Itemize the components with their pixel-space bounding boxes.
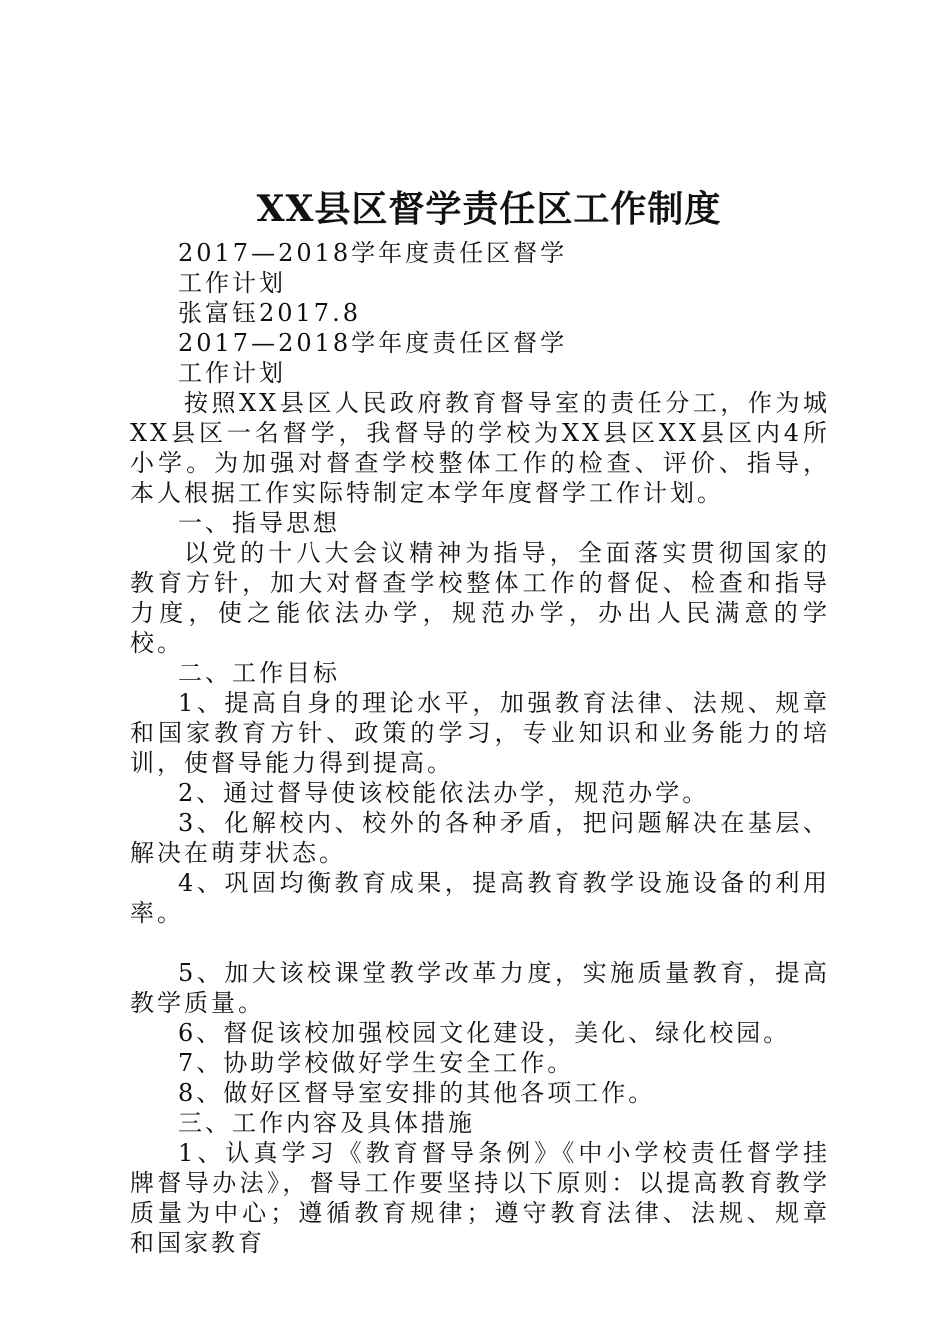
header-line-3: 2017—2018学年度责任区督学 <box>178 329 568 357</box>
author-date-line: 张富钰2017.8 <box>178 299 361 327</box>
blank-line <box>130 928 830 958</box>
header-line-2: 工作计划 <box>178 269 286 297</box>
document-title: XX县区督学责任区工作制度 <box>256 188 722 230</box>
section-heading-2: 二、工作目标 <box>178 659 340 687</box>
goal-item-5: 5、加大该校课堂教学改革力度，实施质量教育，提高教学质量。 <box>130 959 830 1017</box>
measure-item-1: 1、认真学习《教育督导条例》《中小学校责任督学挂牌督导办法》，督导工作要坚持以下原则：以提高教育教学质量为中心；遵循教育规律；遵守教育法律、法规、规章和国家教育 <box>130 1139 830 1257</box>
intro-paragraph: 按照XX县区人民政府教育督导室的责任分工，作为城XX县区一名督学，我督导的学校为XX县区XX县区内4所小学。为加强对督查学校整体工作的检查、评价、指导，本人根据工作实际特制定本学年度督学工作计划。 <box>130 389 830 507</box>
section-heading-1: 一、指导思想 <box>178 509 340 537</box>
goal-item-8: 8、做好区督导室安排的其他各项工作。 <box>178 1079 656 1107</box>
goal-item-1: 1、提高自身的理论水平，加强教育法律、法规、规章和国家教育方针、政策的学习，专业知识和业务能力的培训，使督导能力得到提高。 <box>130 689 830 777</box>
header-line-4: 工作计划 <box>178 359 286 387</box>
section-heading-3: 三、工作内容及具体措施 <box>178 1109 475 1137</box>
goal-item-2: 2、通过督导使该校能依法办学，规范办学。 <box>178 779 710 807</box>
document-page <box>130 180 830 1258</box>
header-line-1: 2017—2018学年度责任区督学 <box>178 239 568 267</box>
goal-item-3: 3、化解校内、校外的各种矛盾，把问题解决在基层、解决在萌芽状态。 <box>130 809 830 867</box>
goal-item-4: 4、巩固均衡教育成果，提高教育教学设施设备的利用率。 <box>130 869 830 927</box>
goal-item-6: 6、督促该校加强校园文化建设，美化、绿化校园。 <box>178 1019 791 1047</box>
goal-item-7: 7、协助学校做好学生安全工作。 <box>178 1049 575 1077</box>
section-1-paragraph: 以党的十八大会议精神为指导，全面落实贯彻国家的教育方针，加大对督查学校整体工作的督促、检查和指导力度，使之能依法办学，规范办学，办出人民满意的学校。 <box>130 539 830 657</box>
